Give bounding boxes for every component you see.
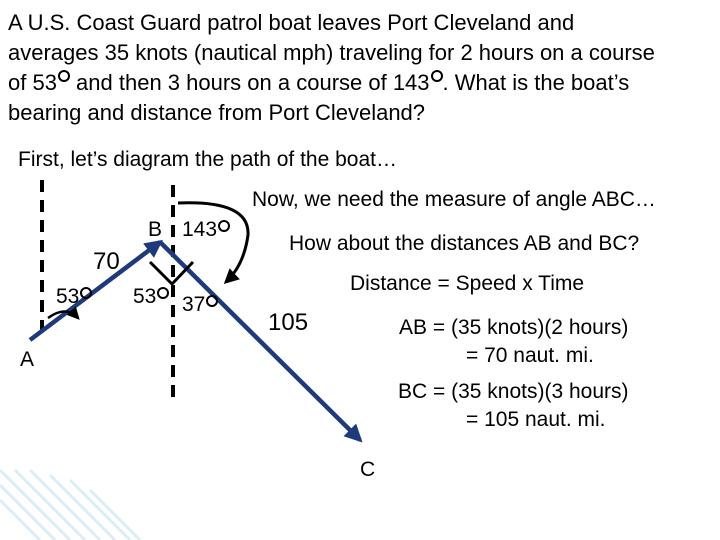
angle-b-course-label: 143 [182,218,230,242]
problem-line-2: averages 35 knots (nautical mph) traveling for 2 hours on a course [8,40,655,65]
problem-line-3: of 53 and then 3 hours on a course of 143 . What is the boat’s [8,70,630,95]
degree-icon [206,295,218,307]
formula-text: Distance = Speed x Time [350,272,585,295]
ab-calc-line-1: AB = (35 knots)(2 hours) [399,316,629,339]
degree-icon [80,287,92,299]
ab-calc-line-2: = 70 naut. mi. [466,344,594,367]
angle-b-right-label: 37 [182,293,218,317]
distance-prompt: How about the distances AB and BC? [289,232,640,255]
intro-text: First, let’s diagram the path of the boat… [18,148,397,171]
point-c-label: C [360,458,376,481]
bc-calc-line-1: BC = (35 knots)(3 hours) [398,380,629,403]
point-a-label: A [20,348,35,371]
path-bc [160,242,360,440]
length-ab-label: 70 [93,248,120,275]
angle-a-label: 53 [56,285,92,309]
degree-icon [218,220,230,232]
length-bc-label: 105 [268,309,309,336]
angle-prompt: Now, we need the measure of angle ABC… [252,188,656,211]
point-b-label: B [148,218,163,241]
angle-b-left-label: 53 [133,285,169,309]
degree-icon [157,287,169,299]
bc-calc-line-2: = 105 naut. mi. [466,408,606,431]
problem-line-1: A U.S. Coast Guard patrol boat leaves Port Cleveland and [8,10,575,35]
problem-line-4: bearing and distance from Port Cleveland? [8,100,426,125]
